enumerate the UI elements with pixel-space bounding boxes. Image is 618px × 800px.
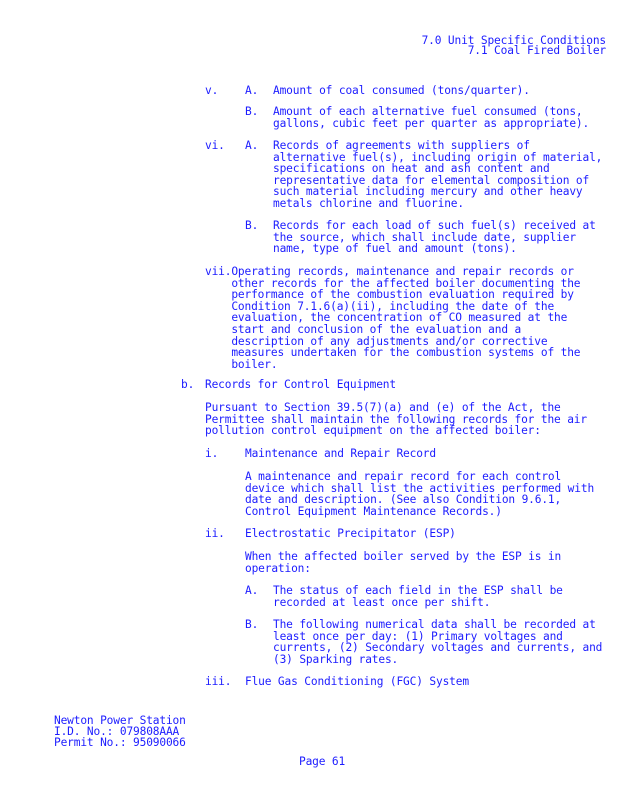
item-iii-label: iii. xyxy=(205,675,232,688)
page-number: Page 61 xyxy=(299,755,346,768)
section-b-label: b. xyxy=(181,378,195,391)
header-section-title: 7.0 Unit Specific Conditions xyxy=(421,34,606,47)
item-i-text: A maintenance and repair record for each control device which shall list the activities performed with date and description. (See also Condition 9.6.1, Control Equipment Maintenance Records.) xyxy=(245,470,595,518)
footer-id-number: I.D. No.: 079808AAA xyxy=(54,725,180,738)
section-b-intro: Pursuant to Section 39.5(7)(a) and (e) of the Act, the Permittee shall maintain the following records for the air pollution control equipment on the affected boiler: xyxy=(205,401,587,438)
item-i-label: i. xyxy=(205,447,219,460)
item-v-b-label: B. xyxy=(245,105,259,118)
item-ii-b-text: The following numerical data shall be recorded at least once per day: (1) Primary voltages and currents, (2) Secondary voltages and currents, and (3) Sparking rates. xyxy=(273,618,603,666)
item-ii-b-label: B. xyxy=(245,618,259,631)
item-i-title: Maintenance and Repair Record xyxy=(245,447,436,460)
footer-station-name: Newton Power Station xyxy=(54,714,186,727)
item-v-label: v. xyxy=(205,84,219,97)
header-subsection-title: 7.1 Coal Fired Boiler xyxy=(467,44,606,57)
item-v-b-text: Amount of each alternative fuel consumed (tons, gallons, cubic feet per quarter as appropriate). xyxy=(273,105,590,130)
item-vi-a-text: Records of agreements with suppliers of alternative fuel(s), including origin of material, specifications on heat and ash content and representative data for elemental composition of such material including mercury and other heavy metals chlorine and fluorine. xyxy=(273,139,603,210)
item-vi-a-label: A. xyxy=(245,139,259,152)
item-vi-label: vi. xyxy=(205,139,225,152)
item-ii-a-label: A. xyxy=(245,584,259,597)
item-ii-text: When the affected boiler served by the ESP is in operation: xyxy=(245,550,562,575)
item-vi-b-text: Records for each load of such fuel(s) received at the source, which shall include date, supplier name, type of fuel and amount (tons). xyxy=(273,219,596,256)
item-vii-text: vii.Operating records, maintenance and repair records or other records for the affected boiler documenting the performance of the combustion evaluation required by Condition 7.1.6(a)(ii), including the date of the evaluation, the concentration of CO measured at the start and conclusion of the evaluation and a description of any adjustments and/or corrective measures undertaken for the combustion systems of the boiler. xyxy=(205,265,581,371)
footer-permit-number: Permit No.: 95090066 xyxy=(54,736,186,749)
item-ii-title: Electrostatic Precipitator (ESP) xyxy=(245,527,456,540)
item-v-a-text: Amount of coal consumed (tons/quarter). xyxy=(273,84,530,97)
section-b-title: Records for Control Equipment xyxy=(205,378,396,391)
item-v-a-label: A. xyxy=(245,84,259,97)
item-vi-b-label: B. xyxy=(245,219,259,232)
item-ii-a-text: The status of each field in the ESP shall be recorded at least once per shift. xyxy=(273,584,563,609)
item-ii-label: ii. xyxy=(205,527,225,540)
item-iii-title: Flue Gas Conditioning (FGC) System xyxy=(245,675,469,688)
